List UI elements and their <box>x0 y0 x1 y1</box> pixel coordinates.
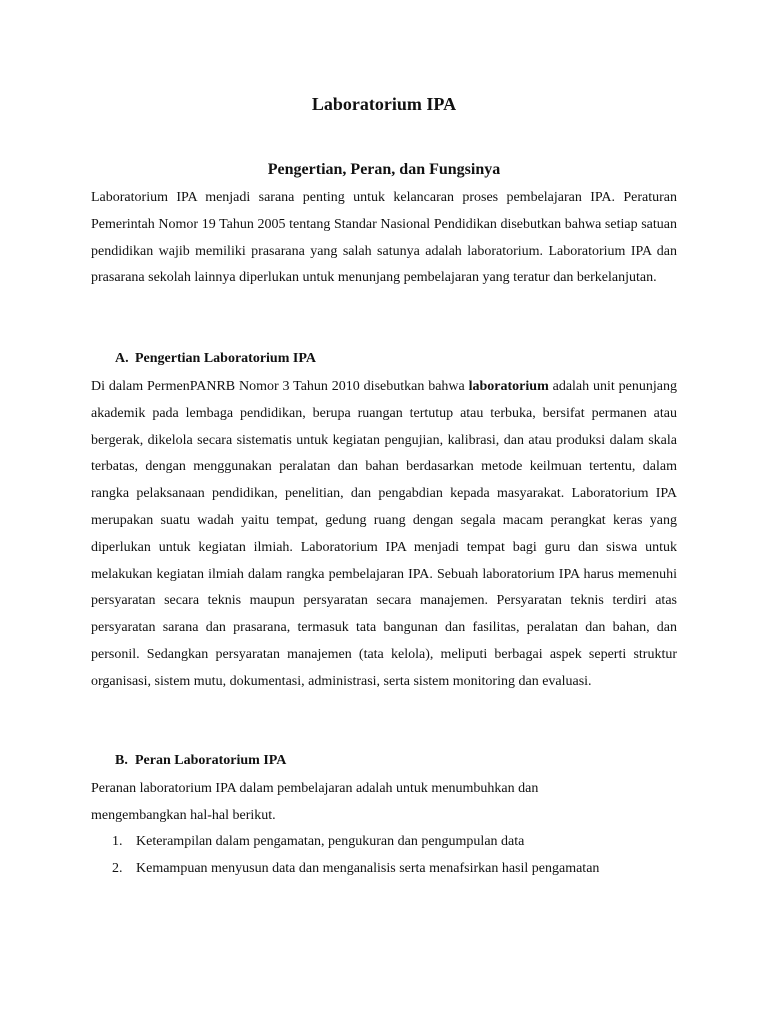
section-a-text-rest: adalah unit penunjang akademik pada lembaga pendidikan, berupa ruangan tertutup atau terbuka, bersifat permanen atau bergerak, dikelola secara sistematis untuk kegiatan pengujian, kalibrasi, dan atau produksi dalam skala terbatas, dengan menggunakan peralatan dan bahan berdasarkan metode keilmuan tertentu, dalam rangka pelaksanaan pendidikan, penelitian, dan pengabdian kepada masyarakat. Laboratorium IPA merupakan suatu wadah yaitu tempat, gedung ruang dengan segala macam perangkat keras yang diperlukan untuk kegiatan ilmiah. Laboratorium IPA menjadi tempat bagi guru dan siswa untuk melakukan kegiatan ilmiah dalam rangka pembelajaran IPA. Sebuah laboratorium IPA harus memenuhi persyaratan secara teknis maupun persyaratan secara manajemen. Persyaratan teknis terdiri atas persyaratan sarana dan prasarana, termasuk tata bangunan dan fasilitas, peralatan dan bahan, dan personil. Sedangkan persyaratan manajemen (tata kelola), meliputi berbagai aspek seperti struktur organisasi, sistem mutu, dokumentasi, administrasi, serta sistem monitoring dan evaluasi. <box>91 379 677 689</box>
bold-term-laboratorium: laboratorium <box>468 379 549 394</box>
list-item-number: 2. <box>112 860 123 876</box>
intro-paragraph: Laboratorium IPA menjadi sarana penting untuk kelancaran proses pembelajaran IPA. Peraturan Pemerintah Nomor 19 Tahun 2005 tentang Standar Nasional Pendidikan disebutkan bahwa setiap satuan pendidikan wajib memiliki prasarana yang salah satunya adalah laboratorium. Laboratorium IPA dan prasarana sekolah lainnya diperlukan untuk menunjang pembelajaran yang teratur dan berkelanjutan. <box>91 190 677 286</box>
section-b-marker: B. <box>115 753 128 768</box>
list-item-number: 1. <box>112 834 123 849</box>
list-item <box>112 856 677 883</box>
section-a-paragraph <box>91 374 677 696</box>
section-a-title: Pengertian Laboratorium IPA <box>135 351 316 366</box>
section-a-marker: A. <box>115 351 129 366</box>
section-b-heading <box>115 753 286 769</box>
section-b-title: Peran Laboratorium IPA <box>135 753 287 768</box>
role-list <box>112 829 677 882</box>
list-item <box>112 829 677 856</box>
section-a-heading <box>115 351 316 367</box>
list-item-text: Kemampuan menyusun data dan menganalisis serta menafsirkan hasil pengamatan <box>136 860 600 876</box>
document-subtitle: Pengertian, Peran, dan Fungsinya <box>267 161 501 178</box>
section-b-intro-line2: mengembangkan hal-hal berikut. <box>91 807 276 823</box>
list-item-text: Keterampilan dalam pengamatan, pengukuran dan pengumpulan data <box>136 834 525 849</box>
section-b-intro-line1: Peranan laboratorium IPA dalam pembelajaran adalah untuk menumbuhkan dan <box>91 781 539 796</box>
section-b-intro <box>91 776 677 830</box>
document-title: Laboratorium IPA <box>311 94 457 114</box>
section-a-text-start: Di dalam PermenPANRB Nomor 3 Tahun 2010 disebutkan bahwa <box>91 379 469 394</box>
